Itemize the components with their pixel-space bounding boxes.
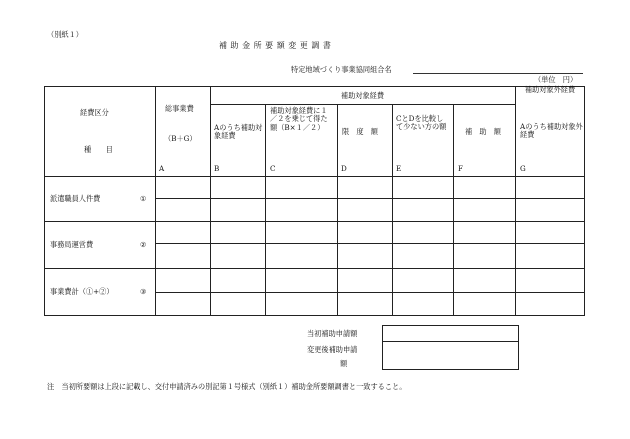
col-letter-f: F [458, 164, 463, 173]
changed-apply-label-2: 額 [340, 359, 348, 368]
grid-line [155, 86, 156, 316]
grid-line [155, 243, 585, 244]
grid-line [337, 104, 338, 316]
row-label-project-total: 事業費計（①+②） [50, 287, 114, 296]
row-label-dispatch-staff: 派遣職員人件費 [50, 194, 101, 203]
grid-line [210, 86, 211, 316]
subsidy-group-header: 補助対象経費 [340, 91, 385, 100]
annex-label: （別紙１） [47, 30, 83, 39]
grid-line [155, 198, 585, 199]
unit-label: （単位 円） [534, 75, 578, 84]
col-letter-a: A [159, 164, 165, 173]
page-title: 補 助 金 所 要 額 変 更 調 書 [219, 41, 332, 50]
initial-apply-label: 当初補助申請額 [307, 329, 358, 338]
grid-line [44, 268, 585, 269]
association-name-field[interactable] [413, 73, 583, 74]
col-e-header: CとDを比較して少ない方の額 [396, 114, 447, 132]
col-letter-c: C [270, 164, 276, 173]
association-label: 特定地域づくり事業協同組合名 [291, 65, 392, 74]
grid-line [44, 221, 585, 222]
total-cost-formula: （B＋G） [164, 134, 197, 143]
row-label-office-operation: 事務局運営費 [50, 240, 94, 249]
grid-line [155, 292, 585, 293]
col-g-header: Aのうち補助対象外経費 [520, 122, 583, 140]
grid-line [392, 104, 393, 316]
col-letter-b: B [214, 164, 220, 173]
grid-line [515, 86, 516, 316]
col-c-header: 補助対象経費に１／２を乗じて得た額（B×１／２） [270, 106, 328, 132]
col-letter-e: E [396, 164, 402, 173]
col-letter-g: G [520, 164, 526, 173]
grid-line [453, 104, 454, 316]
apply-amount-box [382, 325, 519, 370]
col-letter-d: D [341, 164, 347, 173]
grid-line [265, 104, 266, 316]
grid-line [210, 104, 515, 105]
col-b-header: Aのうち補助対象経費 [214, 123, 263, 141]
grid-line [44, 176, 585, 177]
col-f-header: 補 助 額 [465, 127, 501, 136]
non-subsidy-header: 補助対象外経費 [524, 85, 576, 94]
row-mark-3: ③ [140, 287, 147, 296]
grid-line [382, 341, 519, 342]
col-d-header: 限 度 額 [342, 127, 378, 136]
item-header: 種 目 [84, 145, 113, 154]
category-header: 経費区分 [80, 108, 109, 117]
total-cost-header: 総事業費 [165, 104, 194, 113]
changed-apply-label-1: 変更後補助申請 [307, 345, 358, 354]
row-mark-1: ① [140, 194, 147, 203]
row-mark-2: ② [140, 240, 147, 249]
footnote: 注 当初所要額は上段に記載し、交付申請済みの別記第１号様式（別紙１）補助金所要額調書と一致すること。 [47, 382, 407, 391]
